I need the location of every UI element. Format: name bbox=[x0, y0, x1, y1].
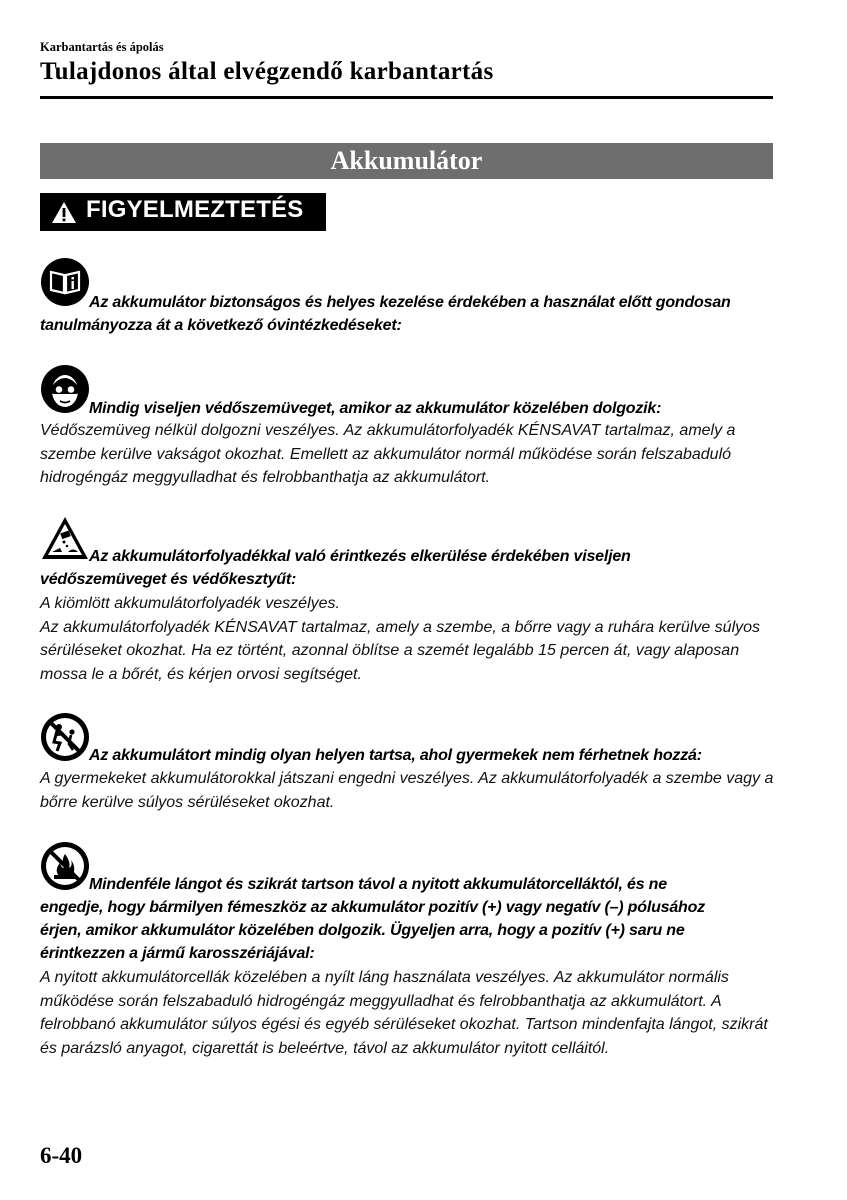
title-divider bbox=[40, 96, 773, 99]
precaution-text: A gyermekeket akkumulátorokkal játszani engedni veszélyes. Az akkumulátorfolyadék a szembe vagy a bőrre kerülve súlyos sérüléseket okozhat. bbox=[40, 770, 774, 811]
precaution-heading: Az akkumulátort mindig olyan helyen tartsa, ahol gyermekek nem férhetnek hozzá: bbox=[89, 747, 702, 764]
section-title: Akkumulátor bbox=[330, 146, 483, 175]
precaution-text: Védőszemüveg nélkül dolgozni veszélyes. Az akkumulátorfolyadék KÉNSAVAT tartalmaz, amely a szembe kerülve vakságot okozhat. Emellett az akkumulátor normál működése során felszabaduló hidrogéngáz meggyulladhat és felrobbanthatja az akkumulátort. bbox=[40, 422, 736, 486]
section-header-bar bbox=[40, 143, 773, 179]
precaution-heading: Az akkumulátorfolyadékkal való érintkezés elkerülése érdekében viseljen védőszemüveget és védőkesztyűt: bbox=[40, 548, 631, 588]
precaution-heading: Mindenféle lángot és szikrát tartson távol a nyitott akkumulátorcelláktól, és ne engedje, hogy bármilyen fémeszköz az akkumulátor pozitív (+) vagy negatív (–) pólusához érjen, amikor akkumulátor közelében dolgozik. Ügyeljen arra, hogy a pozitív (+) saru ne érintkezzen a jármű karosszériájával: bbox=[40, 876, 705, 962]
page-title: Tulajdonos által elvégzendő karbantartás bbox=[40, 58, 494, 85]
precaution-heading: Az akkumulátor biztonságos és helyes kezelése érdekében a használat előtt gondosan tanulmányozza át a következő óvintézkedéseket: bbox=[40, 294, 731, 334]
warning-banner bbox=[40, 193, 326, 231]
warning-label: FIGYELMEZTETÉS bbox=[86, 196, 304, 223]
precaution-heading: Mindig viseljen védőszemüveget, amikor az akkumulátor közelében dolgozik: bbox=[89, 400, 662, 417]
breadcrumb: Karbantartás és ápolás bbox=[40, 40, 164, 54]
precaution-text: A nyitott akkumulátorcellák közelében a nyílt láng használata veszélyes. Az akkumulátor normális működése során felszabaduló hidrogéngáz meggyulladhat és felrobbanthatja az akkumulátort. A felrobbanó akkumulátor súlyos égési és egyéb sérüléseket okozhat. Tartson mindenfajta lángot, szikrát és parázsló anyagot, cigarettát is beleértve, távol az akkumulátor nyitott celláitól. bbox=[40, 969, 768, 1057]
warning-triangle-icon bbox=[51, 201, 77, 224]
page-number: 6-40 bbox=[40, 1143, 83, 1168]
precaution-text: A kiömlött akkumulátorfolyadék veszélyes. Az akkumulátorfolyadék KÉNSAVAT tartalmaz, amely a szembe, a bőrre vagy a ruhára kerülve súlyos sérüléseket okozhat. Ha ez történt, azonnal öblítse a szemét legalább 15 percen át, vagy alaposan mossa le a bőrét, és kérjen orvosi segítséget. bbox=[40, 595, 761, 683]
